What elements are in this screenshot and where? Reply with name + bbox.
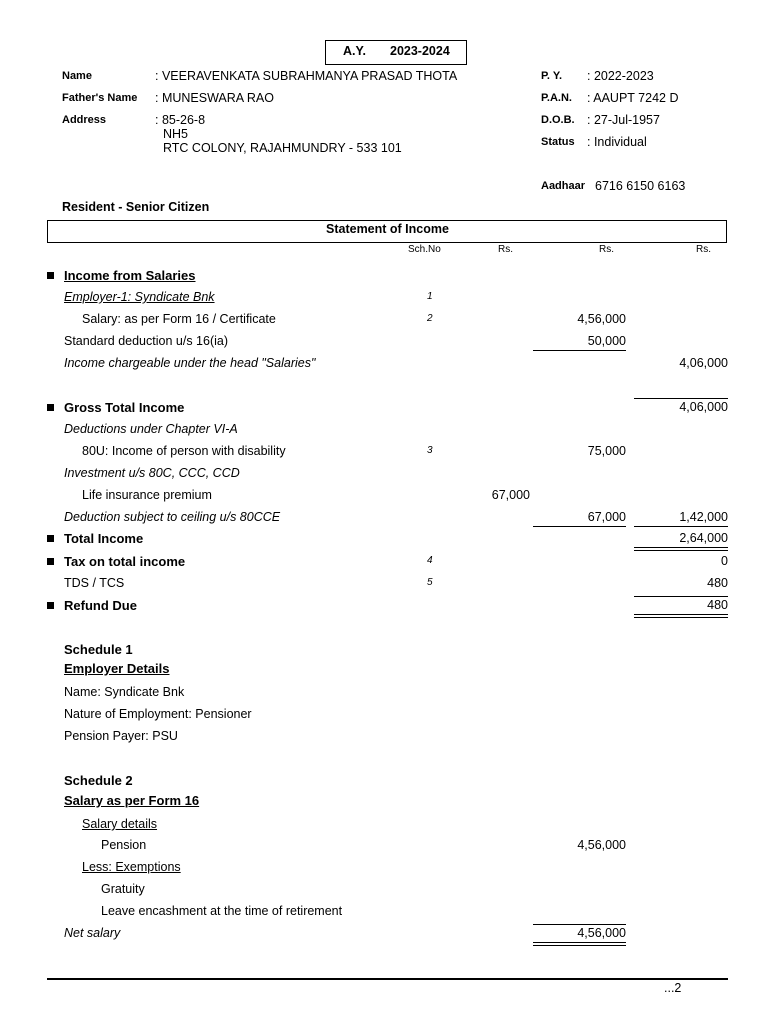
dob-label: D.O.B. bbox=[541, 114, 575, 126]
schedule1-nature: Nature of Employment: Pensioner bbox=[64, 707, 252, 721]
schedule2-title: Schedule 2 bbox=[64, 773, 133, 788]
col-sch-no: Sch.No bbox=[408, 244, 441, 255]
schedule2-subtitle: Salary as per Form 16 bbox=[64, 793, 200, 808]
ceiling-label: Deduction subject to ceiling u/s 80CCE bbox=[64, 510, 281, 524]
address-line1: : 85-26-8 bbox=[155, 113, 206, 127]
name-value: : VEERAVENKATA SUBRAHMANYA PRASAD THOTA bbox=[155, 69, 458, 83]
py-value: : 2022-2023 bbox=[587, 69, 654, 83]
refund-double-rule bbox=[634, 614, 728, 618]
name-label: Name bbox=[62, 70, 92, 82]
net-salary-double-rule bbox=[533, 942, 626, 946]
ceiling-total-rule bbox=[634, 526, 728, 527]
bullet-icon bbox=[47, 404, 54, 411]
residency-status: Resident - Senior Citizen bbox=[62, 200, 210, 214]
deductions-heading: Deductions under Chapter VI-A bbox=[64, 422, 238, 436]
bullet-icon bbox=[47, 558, 54, 565]
status-label: Status bbox=[541, 136, 575, 148]
address-label: Address bbox=[62, 114, 107, 126]
investment-heading: Investment u/s 80C, CCC, CCD bbox=[64, 466, 240, 480]
bullet-icon bbox=[47, 272, 54, 279]
col-rs-3: Rs. bbox=[696, 244, 711, 255]
pan-value: : AAUPT 7242 D bbox=[587, 91, 679, 105]
ceiling-amount: 67,000 bbox=[587, 510, 626, 524]
employer-sch: 1 bbox=[427, 291, 433, 302]
status-value: : Individual bbox=[587, 135, 647, 149]
std-deduction-label: Standard deduction u/s 16(ia) bbox=[64, 334, 228, 348]
schedule1-title: Schedule 1 bbox=[64, 642, 133, 657]
ded-80u-amount: 75,000 bbox=[587, 444, 626, 458]
net-salary-rule bbox=[533, 924, 626, 925]
less-exemptions-heading: Less: Exemptions bbox=[82, 860, 181, 874]
lic-amount: 67,000 bbox=[491, 488, 530, 502]
aadhaar-label: Aadhaar bbox=[541, 180, 586, 192]
chargeable-label: Income chargeable under the head "Salaries" bbox=[64, 356, 316, 370]
gti-rule bbox=[634, 398, 728, 399]
salary-form16-label: Salary: as per Form 16 / Certificate bbox=[82, 312, 276, 326]
tds-amount: 480 bbox=[707, 576, 728, 590]
salaries-heading: Income from Salaries bbox=[64, 268, 196, 283]
father-value: : MUNESWARA RAO bbox=[155, 91, 274, 105]
net-salary-label: Net salary bbox=[64, 926, 121, 940]
schedule1-payer: Pension Payer: PSU bbox=[64, 729, 178, 743]
total-income-label: Total Income bbox=[64, 531, 144, 546]
ceiling-rule bbox=[533, 526, 626, 527]
leave-encashment-label: Leave encashment at the time of retirement bbox=[101, 904, 343, 918]
dob-value: : 27-Jul-1957 bbox=[587, 113, 660, 127]
std-deduction-amount: 50,000 bbox=[587, 334, 626, 348]
address-line3: RTC COLONY, RAJAHMUNDRY - 533 101 bbox=[163, 141, 402, 155]
total-income-double-rule bbox=[634, 547, 728, 551]
pan-label: P.A.N. bbox=[541, 92, 572, 104]
tds-label: TDS / TCS bbox=[64, 576, 125, 590]
ceiling-total: 1,42,000 bbox=[679, 510, 728, 524]
py-label: P. Y. bbox=[541, 70, 563, 82]
chargeable-amount: 4,06,000 bbox=[679, 356, 728, 370]
salary-details-heading: Salary details bbox=[82, 817, 158, 831]
total-income-amount: 2,64,000 bbox=[679, 531, 728, 545]
gratuity-label: Gratuity bbox=[101, 882, 145, 896]
lic-label: Life insurance premium bbox=[82, 488, 212, 502]
tds-sch: 5 bbox=[427, 577, 433, 588]
refund-rule bbox=[634, 596, 728, 597]
salary-form16-sch: 2 bbox=[427, 313, 433, 324]
ded-80u-sch: 3 bbox=[427, 445, 433, 456]
schedule1-employer-name: Name: Syndicate Bnk bbox=[64, 685, 185, 699]
schedule1-subtitle: Employer Details bbox=[64, 661, 170, 676]
ay-label: A.Y. bbox=[343, 44, 366, 58]
refund-label: Refund Due bbox=[64, 598, 137, 613]
father-label: Father's Name bbox=[62, 92, 138, 104]
tax-sch: 4 bbox=[427, 555, 433, 566]
footer-rule bbox=[47, 978, 728, 980]
gti-label: Gross Total Income bbox=[64, 400, 185, 415]
ay-value: 2023-2024 bbox=[390, 44, 450, 58]
gti-amount: 4,06,000 bbox=[679, 400, 728, 414]
net-salary-amount: 4,56,000 bbox=[577, 926, 626, 940]
refund-amount: 480 bbox=[707, 598, 728, 612]
address-line2: NH5 bbox=[163, 127, 189, 141]
subtotal-rule bbox=[533, 350, 626, 351]
statement-title: Statement of Income bbox=[326, 222, 449, 236]
pension-label: Pension bbox=[101, 838, 147, 852]
pension-amount: 4,56,000 bbox=[577, 838, 626, 852]
bullet-icon bbox=[47, 602, 54, 609]
col-rs-2: Rs. bbox=[599, 244, 614, 255]
col-rs-1: Rs. bbox=[498, 244, 513, 255]
employer-line: Employer-1: Syndicate Bnk bbox=[64, 290, 215, 304]
page-continuation: ...2 bbox=[664, 981, 682, 995]
tax-amount: 0 bbox=[721, 554, 728, 568]
bullet-icon bbox=[47, 535, 54, 542]
salary-form16-amount: 4,56,000 bbox=[577, 312, 626, 326]
ded-80u-label: 80U: Income of person with disability bbox=[82, 444, 286, 458]
aadhaar-value: 6716 6150 6163 bbox=[595, 179, 686, 193]
tax-label: Tax on total income bbox=[64, 554, 186, 569]
